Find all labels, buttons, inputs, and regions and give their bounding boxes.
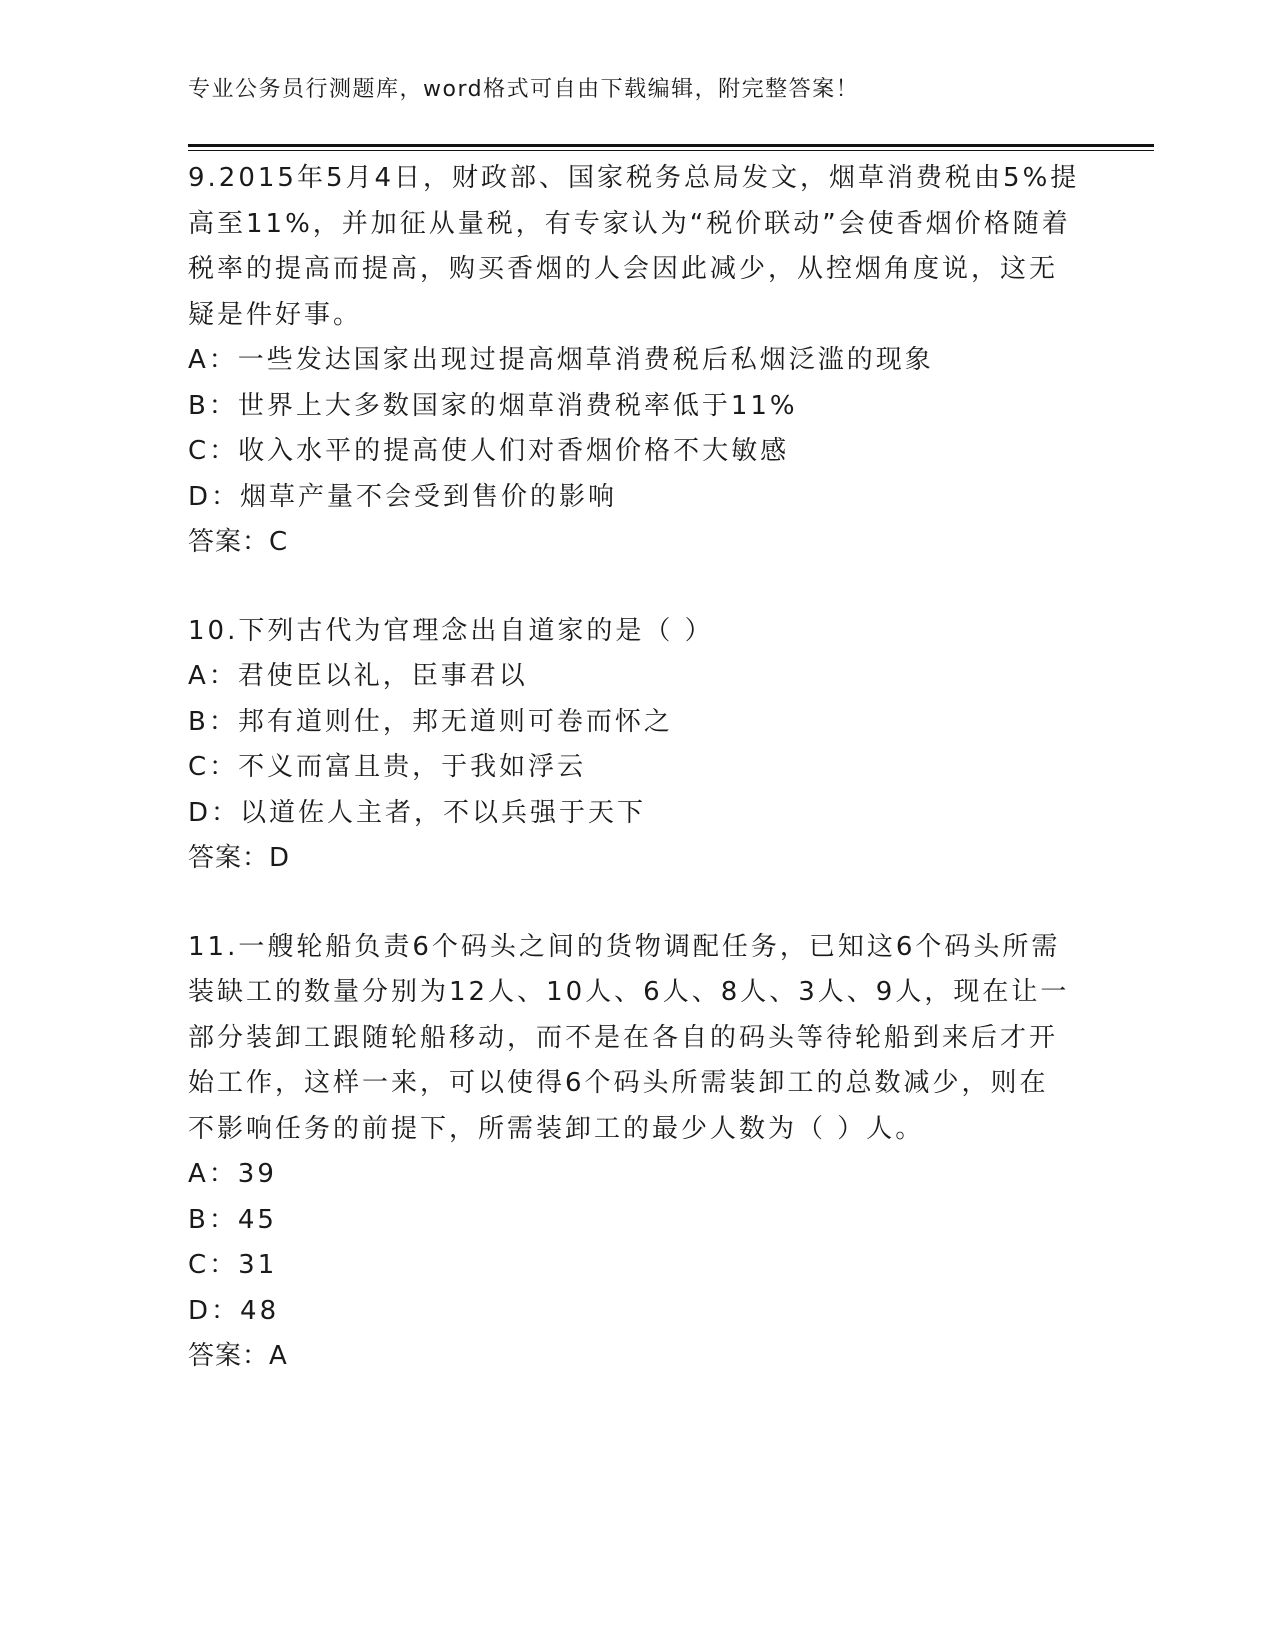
question-text-line: 不影响任务的前提下，所需装卸工的最少人数为（ ）人。 — [188, 1113, 925, 1144]
question-text-line: 高至11%，并加征从量税，有专家认为“税价联动”会使香烟价格随着 — [188, 208, 1071, 239]
option-d: D：烟草产量不会受到售价的影响 — [188, 481, 618, 512]
question-text-line: 部分装卸工跟随轮船移动，而不是在各自的码头等待轮船到来后才开 — [188, 1022, 1059, 1053]
option-c: C：不义而富且贵，于我如浮云 — [188, 752, 587, 782]
question-text-line: 9.2015年5月4日，财政部、国家税务总局发文，烟草消费税由5%提 — [188, 163, 1080, 193]
question-text-line: 始工作，这样一来，可以使得6个码头所需装卸工的总数减少，则在 — [188, 1068, 1049, 1098]
question-spacer — [188, 882, 1088, 925]
question-10 — [188, 609, 1088, 882]
question-text-line: 装缺工的数量分别为12人、10人、6人、8人、3人、9人，现在让一 — [188, 977, 1070, 1007]
option-a: A：39 — [188, 1159, 277, 1189]
question-spacer — [188, 566, 1088, 609]
option-b: B：45 — [188, 1204, 277, 1235]
question-text-line: 10.下列古代为官理念出自道家的是（ ） — [188, 615, 714, 646]
option-c: C：31 — [188, 1250, 278, 1280]
question-list — [188, 156, 1088, 1380]
option-d: D：以道佐人主者，不以兵强于天下 — [188, 797, 647, 828]
question-text-line: 税率的提高而提高，购买香烟的人会因此减少，从控烟角度说，这无 — [188, 254, 1059, 284]
option-d: D：48 — [188, 1295, 280, 1326]
page-header: 专业公务员行测题库，word格式可自由下载编辑，附完整答案！ — [188, 77, 860, 102]
header-rule-thin — [188, 150, 1154, 151]
option-a: A：君使臣以礼，臣事君以 — [188, 661, 528, 691]
question-9 — [188, 156, 1088, 566]
answer: 答案：D — [188, 843, 291, 873]
question-text-line: 疑是件好事。 — [188, 299, 363, 330]
answer: 答案：A — [188, 1341, 288, 1371]
question-text-line: 11.一艘轮船负责6个码头之间的货物调配任务，已知这6个码头所需 — [188, 931, 1061, 962]
option-a: A：一些发达国家出现过提高烟草消费税后私烟泛滥的现象 — [188, 345, 934, 375]
option-c: C：收入水平的提高使人们对香烟价格不大敏感 — [188, 436, 790, 466]
header-rule-thick — [188, 144, 1154, 147]
option-b: B：世界上大多数国家的烟草消费税率低于11% — [188, 390, 798, 421]
question-11 — [188, 925, 1088, 1380]
option-b: B：邦有道则仕，邦无道则可卷而怀之 — [188, 706, 673, 737]
answer: 答案：C — [188, 527, 289, 557]
